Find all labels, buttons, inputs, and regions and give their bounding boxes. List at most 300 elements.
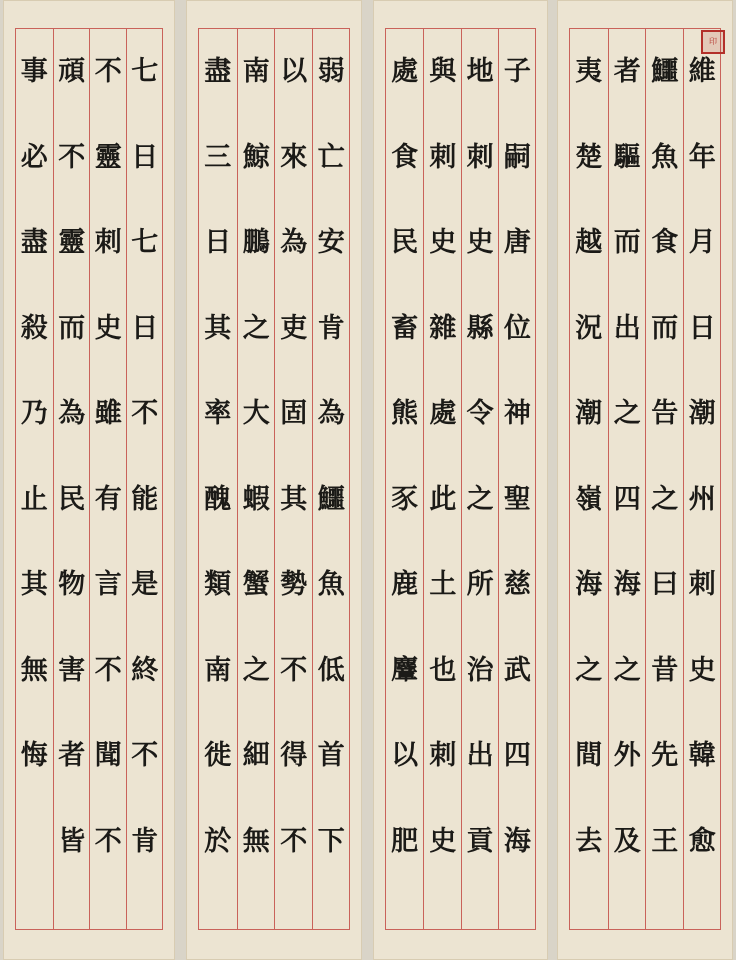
glyph-cell [54,371,91,457]
glyph: 史 [94,312,122,344]
glyph: 南 [242,56,270,88]
glyph: 年 [688,141,716,173]
glyph-cell [646,457,684,543]
glyph: 其 [204,312,232,344]
glyph: 間 [575,740,603,772]
text-grid [385,28,536,930]
glyph-cell [238,115,276,201]
glyph: 為 [58,398,86,430]
text-column [570,29,608,929]
glyph: 唐 [503,227,531,259]
glyph: 不 [94,654,122,686]
text-column [461,29,499,929]
text-column [89,29,127,929]
glyph: 位 [503,312,531,344]
glyph-cell [275,713,313,799]
text-column [683,29,722,929]
glyph: 子 [503,56,531,88]
glyph-cell [313,115,351,201]
glyph: 勢 [280,569,308,601]
glyph-cell [313,200,351,286]
glyph: 率 [204,398,232,430]
glyph-cell [499,115,536,201]
glyph: 令 [466,398,494,430]
glyph: 止 [20,483,48,515]
glyph-cell [462,628,499,714]
glyph: 熊 [391,398,419,430]
glyph-cell [462,713,499,799]
glyph-cell [570,29,608,115]
glyph: 鱷 [317,483,345,515]
glyph-cell [127,286,164,372]
glyph: 先 [651,740,679,772]
glyph: 食 [391,141,419,173]
glyph: 縣 [466,312,494,344]
glyph: 四 [613,483,641,515]
glyph: 而 [651,312,679,344]
glyph: 不 [94,56,122,88]
text-grid [569,28,721,930]
glyph: 告 [651,398,679,430]
glyph-cell [684,200,722,286]
glyph: 其 [20,569,48,601]
glyph-cell [386,115,423,201]
glyph-cell [609,371,647,457]
glyph-cell [386,200,423,286]
glyph-cell [127,371,164,457]
glyph-cell [609,115,647,201]
glyph-cell [16,200,53,286]
glyph: 細 [242,740,270,772]
glyph: 殺 [20,312,48,344]
glyph: 悔 [20,740,48,772]
glyph: 畜 [391,312,419,344]
glyph-cell [570,713,608,799]
glyph-cell [16,115,53,201]
glyph: 之 [575,654,603,686]
glyph-cell [424,713,461,799]
glyph: 之 [651,483,679,515]
scroll-panel-3 [373,0,548,960]
glyph: 物 [58,569,86,601]
glyph-cell [609,799,647,885]
glyph-cell [90,713,127,799]
glyph: 況 [575,312,603,344]
glyph: 肥 [391,825,419,857]
glyph: 是 [131,569,159,601]
glyph: 之 [242,654,270,686]
glyph-cell [238,542,276,628]
glyph-cell [275,200,313,286]
glyph: 不 [280,825,308,857]
glyph: 固 [280,398,308,430]
glyph: 者 [613,56,641,88]
glyph: 日 [131,312,159,344]
glyph-cell [54,628,91,714]
glyph-cell [499,713,536,799]
glyph: 徙 [204,740,232,772]
glyph: 月 [688,227,716,259]
glyph-cell [570,628,608,714]
glyph-cell [16,29,53,115]
glyph: 及 [613,825,641,857]
glyph-cell [90,29,127,115]
glyph: 得 [280,740,308,772]
glyph-cell [275,286,313,372]
glyph-cell [499,457,536,543]
glyph: 蟹 [242,569,270,601]
glyph: 麞 [391,654,419,686]
text-column [608,29,647,929]
glyph-cell [424,29,461,115]
glyph-cell [54,115,91,201]
glyph-cell [54,542,91,628]
glyph: 以 [391,740,419,772]
glyph-cell [570,799,608,885]
glyph: 者 [58,740,86,772]
glyph-cell [462,29,499,115]
glyph-cell [424,542,461,628]
glyph-cell [275,371,313,457]
glyph-cell [90,628,127,714]
glyph: 來 [280,141,308,173]
glyph-cell [199,628,237,714]
glyph-cell [238,200,276,286]
glyph: 史 [429,825,457,857]
glyph-cell [570,200,608,286]
glyph: 安 [317,227,345,259]
glyph-cell [499,29,536,115]
glyph-cell [90,286,127,372]
glyph: 四 [503,740,531,772]
glyph: 為 [317,398,345,430]
glyph: 鹿 [391,569,419,601]
glyph-cell [609,713,647,799]
glyph-cell [646,29,684,115]
glyph: 海 [613,569,641,601]
glyph-cell [609,542,647,628]
glyph-cell [90,457,127,543]
glyph: 也 [429,654,457,686]
scroll-panel-4 [557,0,733,960]
glyph-cell [646,713,684,799]
glyph-cell [275,115,313,201]
glyph: 亡 [317,141,345,173]
glyph-cell [238,628,276,714]
glyph: 雜 [429,312,457,344]
text-column [498,29,536,929]
glyph: 下 [317,825,345,857]
glyph-cell [646,371,684,457]
glyph-cell [313,542,351,628]
glyph-cell [570,371,608,457]
text-column [199,29,237,929]
glyph-cell [127,542,164,628]
glyph-cell [646,286,684,372]
glyph: 日 [688,312,716,344]
glyph: 聖 [503,483,531,515]
glyph-cell [462,200,499,286]
glyph: 地 [466,56,494,88]
glyph-cell [54,713,91,799]
glyph: 韓 [688,740,716,772]
glyph-cell [462,286,499,372]
glyph-cell [424,628,461,714]
glyph: 而 [58,312,86,344]
glyph: 刺 [429,740,457,772]
glyph-cell [238,799,276,885]
glyph-cell [684,115,722,201]
glyph-cell [313,29,351,115]
glyph: 鱷 [651,56,679,88]
glyph: 無 [20,654,48,686]
glyph: 史 [466,227,494,259]
glyph-cell [199,200,237,286]
glyph: 聞 [94,740,122,772]
glyph: 日 [204,227,232,259]
glyph: 外 [613,740,641,772]
glyph: 嗣 [503,141,531,173]
glyph-cell [199,115,237,201]
glyph: 其 [280,483,308,515]
glyph: 類 [204,569,232,601]
glyph-cell [54,29,91,115]
glyph-cell [16,371,53,457]
glyph: 不 [58,141,86,173]
glyph: 醜 [204,483,232,515]
glyph: 刺 [94,227,122,259]
glyph-cell [386,286,423,372]
glyph: 盡 [20,227,48,259]
glyph-cell [684,799,722,885]
glyph-cell [570,457,608,543]
glyph: 刺 [466,141,494,173]
glyph: 言 [94,569,122,601]
glyph: 必 [20,141,48,173]
glyph: 七 [131,56,159,88]
glyph: 而 [613,227,641,259]
glyph: 為 [280,227,308,259]
glyph-cell [199,371,237,457]
glyph: 鯨 [242,141,270,173]
glyph: 七 [131,227,159,259]
glyph: 首 [317,740,345,772]
glyph: 神 [503,398,531,430]
glyph-cell [127,200,164,286]
glyph: 盡 [204,56,232,88]
glyph: 所 [466,569,494,601]
glyph-cell [127,628,164,714]
glyph-cell [684,286,722,372]
glyph-cell [386,713,423,799]
glyph: 嶺 [575,483,603,515]
glyph: 三 [204,141,232,173]
glyph-cell [90,200,127,286]
glyph-cell [275,799,313,885]
glyph: 史 [429,227,457,259]
glyph: 貢 [466,825,494,857]
glyph-cell [313,457,351,543]
glyph: 楚 [575,141,603,173]
glyph-cell [646,799,684,885]
glyph: 食 [651,227,679,259]
glyph-cell [16,542,53,628]
glyph-cell [127,799,164,885]
glyph: 魚 [317,569,345,601]
glyph: 能 [131,483,159,515]
glyph: 南 [204,654,232,686]
glyph: 靈 [94,141,122,173]
glyph: 事 [20,56,48,88]
glyph-cell [90,542,127,628]
glyph-cell [16,628,53,714]
glyph: 出 [466,740,494,772]
glyph: 民 [58,483,86,515]
glyph: 鵬 [242,227,270,259]
glyph: 有 [94,483,122,515]
glyph-cell [54,200,91,286]
glyph-cell [127,457,164,543]
glyph-cell [275,457,313,543]
glyph-cell [499,799,536,885]
glyph: 慈 [503,569,531,601]
glyph: 低 [317,654,345,686]
glyph-cell [127,29,164,115]
glyph: 以 [280,56,308,88]
text-column [126,29,164,929]
glyph-cell [424,115,461,201]
glyph-cell [238,371,276,457]
glyph-cell [54,286,91,372]
glyph: 曰 [651,569,679,601]
glyph-cell [424,286,461,372]
glyph-cell [499,286,536,372]
glyph-cell [499,628,536,714]
glyph-cell [499,371,536,457]
glyph: 肯 [131,825,159,857]
glyph-cell [646,628,684,714]
glyph-cell [313,286,351,372]
glyph: 州 [688,483,716,515]
glyph: 出 [613,312,641,344]
glyph: 史 [688,654,716,686]
glyph: 此 [429,483,457,515]
glyph: 豕 [391,483,419,515]
glyph-cell [499,200,536,286]
glyph-cell [275,29,313,115]
glyph: 不 [94,825,122,857]
glyph-cell [238,29,276,115]
glyph: 潮 [575,398,603,430]
glyph: 靈 [58,227,86,259]
glyph-cell [313,799,351,885]
glyph: 之 [466,483,494,515]
glyph-cell [127,713,164,799]
scroll-panel-1 [3,0,175,960]
glyph: 愈 [688,825,716,857]
glyph-cell [609,628,647,714]
scroll-panel-2 [186,0,362,960]
glyph: 之 [613,654,641,686]
glyph-cell [199,799,237,885]
glyph-cell [462,115,499,201]
glyph: 夷 [575,56,603,88]
glyph: 害 [58,654,86,686]
text-grid [15,28,163,930]
text-column [645,29,684,929]
glyph-cell [313,371,351,457]
glyph-cell [386,29,423,115]
glyph-cell [199,457,237,543]
glyph: 越 [575,227,603,259]
text-column [274,29,313,929]
glyph-cell [424,799,461,885]
glyph: 肯 [317,312,345,344]
text-column [237,29,276,929]
glyph-cell [90,799,127,885]
glyph-cell [16,713,53,799]
glyph-cell [462,371,499,457]
glyph-cell [684,371,722,457]
glyph-cell [54,457,91,543]
glyph-cell [16,286,53,372]
glyph: 雖 [94,398,122,430]
glyph-cell [16,457,53,543]
glyph: 與 [429,56,457,88]
glyph: 乃 [20,398,48,430]
glyph-cell [684,628,722,714]
glyph: 海 [575,569,603,601]
glyph: 海 [503,825,531,857]
glyph-cell [386,371,423,457]
glyph-cell [570,286,608,372]
glyph-cell [199,713,237,799]
glyph-cell [386,799,423,885]
glyph: 魚 [651,141,679,173]
glyph: 吏 [280,312,308,344]
glyph: 處 [391,56,419,88]
glyph: 終 [131,654,159,686]
glyph-cell [199,542,237,628]
glyph-cell [238,457,276,543]
glyph-cell [646,115,684,201]
glyph-cell [90,371,127,457]
glyph: 王 [651,825,679,857]
seal-stamp: 印 [701,30,725,54]
glyph-cell [238,286,276,372]
glyph-cell [313,713,351,799]
glyph: 不 [131,398,159,430]
glyph-cell [238,713,276,799]
glyph: 不 [131,740,159,772]
glyph: 不 [280,654,308,686]
glyph-cell [199,29,237,115]
glyph-cell [90,115,127,201]
glyph-cell [684,713,722,799]
glyph: 頑 [58,56,86,88]
glyph: 民 [391,227,419,259]
glyph: 維 [688,56,716,88]
glyph: 潮 [688,398,716,430]
glyph-cell [313,628,351,714]
text-column [312,29,351,929]
glyph: 皆 [58,825,86,857]
text-column [423,29,461,929]
glyph-cell [54,799,91,885]
glyph-cell [646,542,684,628]
glyph: 土 [429,569,457,601]
text-column [53,29,91,929]
